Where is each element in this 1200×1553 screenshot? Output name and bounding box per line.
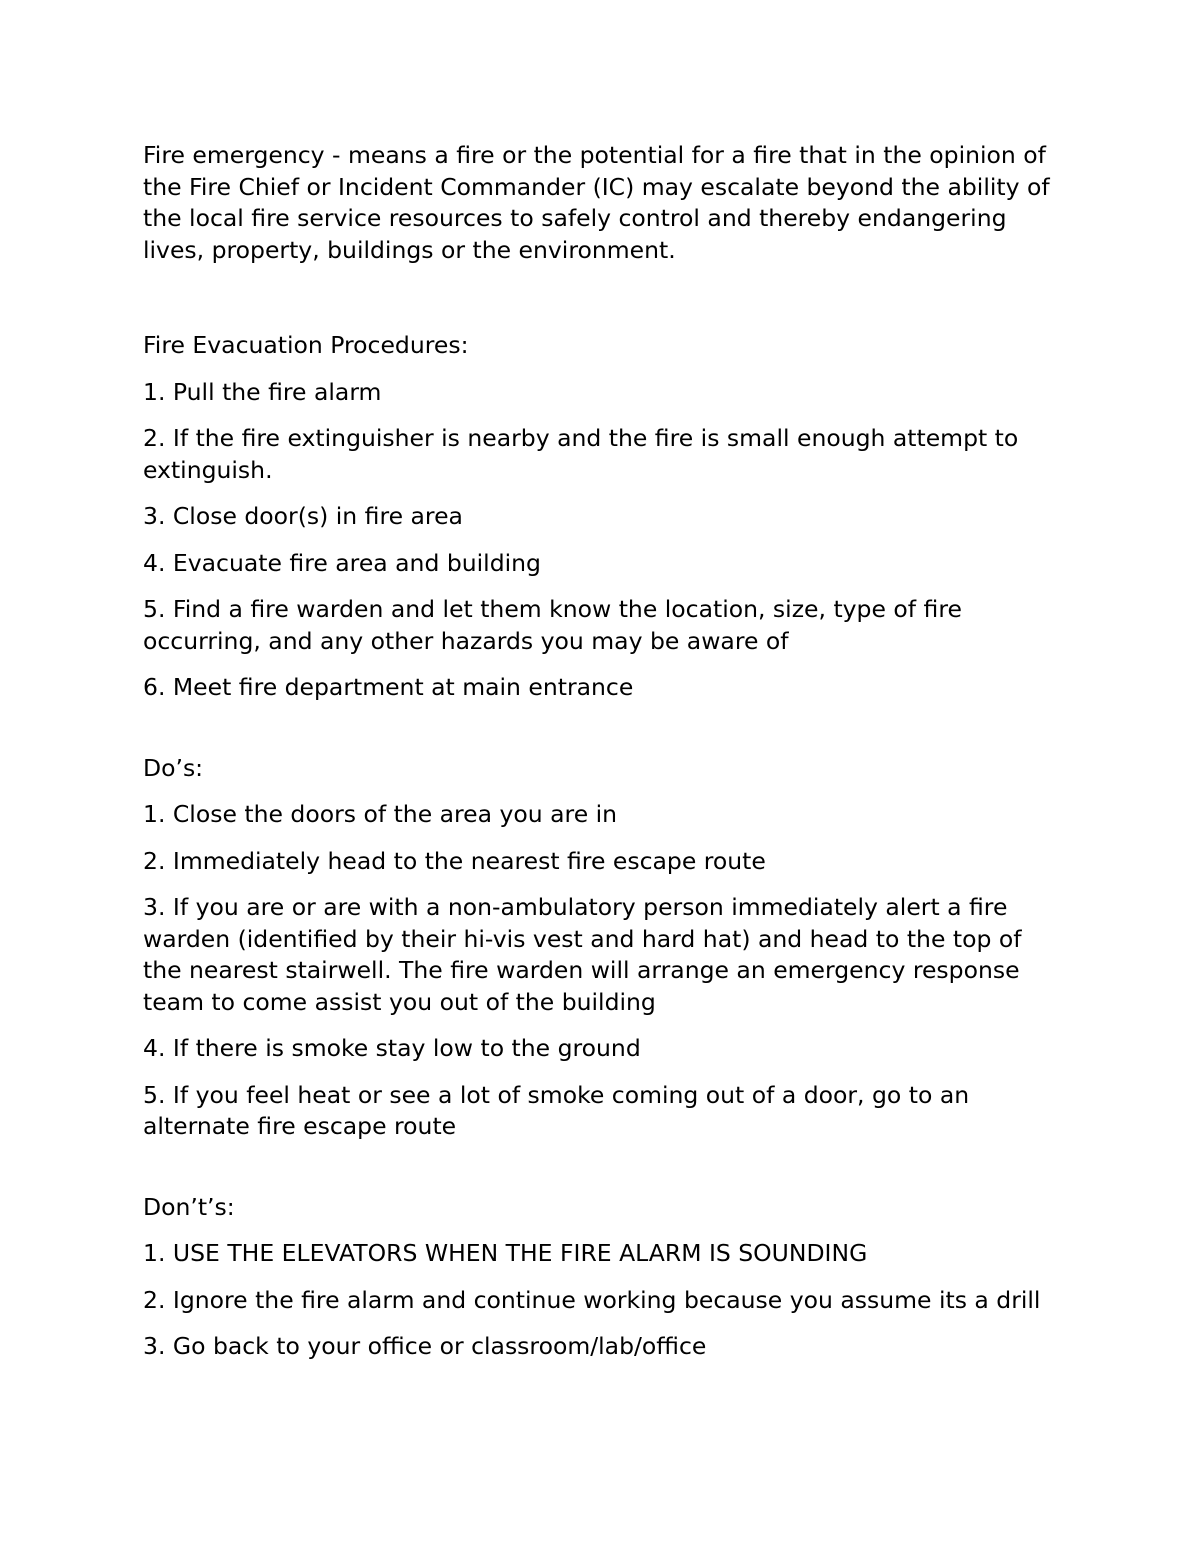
procedure-item: 6. Meet fire department at main entrance	[143, 673, 634, 701]
donts-item: 1. USE THE ELEVATORS WHEN THE FIRE ALARM IS SOUNDING	[143, 1239, 868, 1267]
procedure-item: 1. Pull the fire alarm	[143, 377, 382, 406]
donts-item: 2. Ignore the fire alarm and continue working because you assume its a drill	[143, 1285, 1041, 1314]
donts-heading: Don’t’s:	[143, 1192, 235, 1221]
dos-item: 2. Immediately head to the nearest fire escape route	[143, 846, 766, 875]
dos-heading: Do’s:	[143, 753, 204, 782]
dos-item: 5. If you feel heat or see a lot of smoke coming out of a door, go to an alternate fire escape route	[143, 1080, 970, 1140]
evacuation-procedures-section	[143, 330, 1063, 704]
donts-section	[143, 1192, 1063, 1363]
procedure-item: 4. Evacuate fire area and building	[143, 548, 541, 577]
dos-item: 4. If there is smoke stay low to the ground	[143, 1034, 641, 1062]
donts-list	[143, 1238, 1063, 1363]
dos-item: 1. Close the doors of the area you are in	[143, 800, 618, 828]
donts-item: 3. Go back to your office or classroom/lab/office	[143, 1332, 707, 1360]
procedure-item: 2. If the fire extinguisher is nearby and the fire is small enough attempt to extinguish.	[143, 424, 1019, 484]
evacuation-procedures-heading: Fire Evacuation Procedures:	[143, 331, 469, 359]
dos-section	[143, 753, 1063, 1143]
dos-item: 3. If you are or are with a non-ambulatory person immediately alert a fire warden (identified by their hi-vis vest and hard hat) and head to the top of the nearest stairwell. The fire warden will arrange an emergency response team to come assist you out of the building	[143, 893, 1022, 1016]
dos-list	[143, 799, 1063, 1143]
procedure-item: 3. Close door(s) in fire area	[143, 502, 463, 530]
document-page	[143, 140, 1063, 1412]
fire-emergency-definition: Fire emergency - means a fire or the potential for a fire that in the opinion of the Fire Chief or Incident Commander (IC) may escalate beyond the ability of the local fire service resources to safely control and thereby endangering lives, property, buildings or the environment.	[143, 141, 1050, 264]
evacuation-procedures-list	[143, 377, 1063, 704]
procedure-item: 5. Find a fire warden and let them know the location, size, type of fire occurring, and any other hazards you may be aware of	[143, 595, 962, 655]
